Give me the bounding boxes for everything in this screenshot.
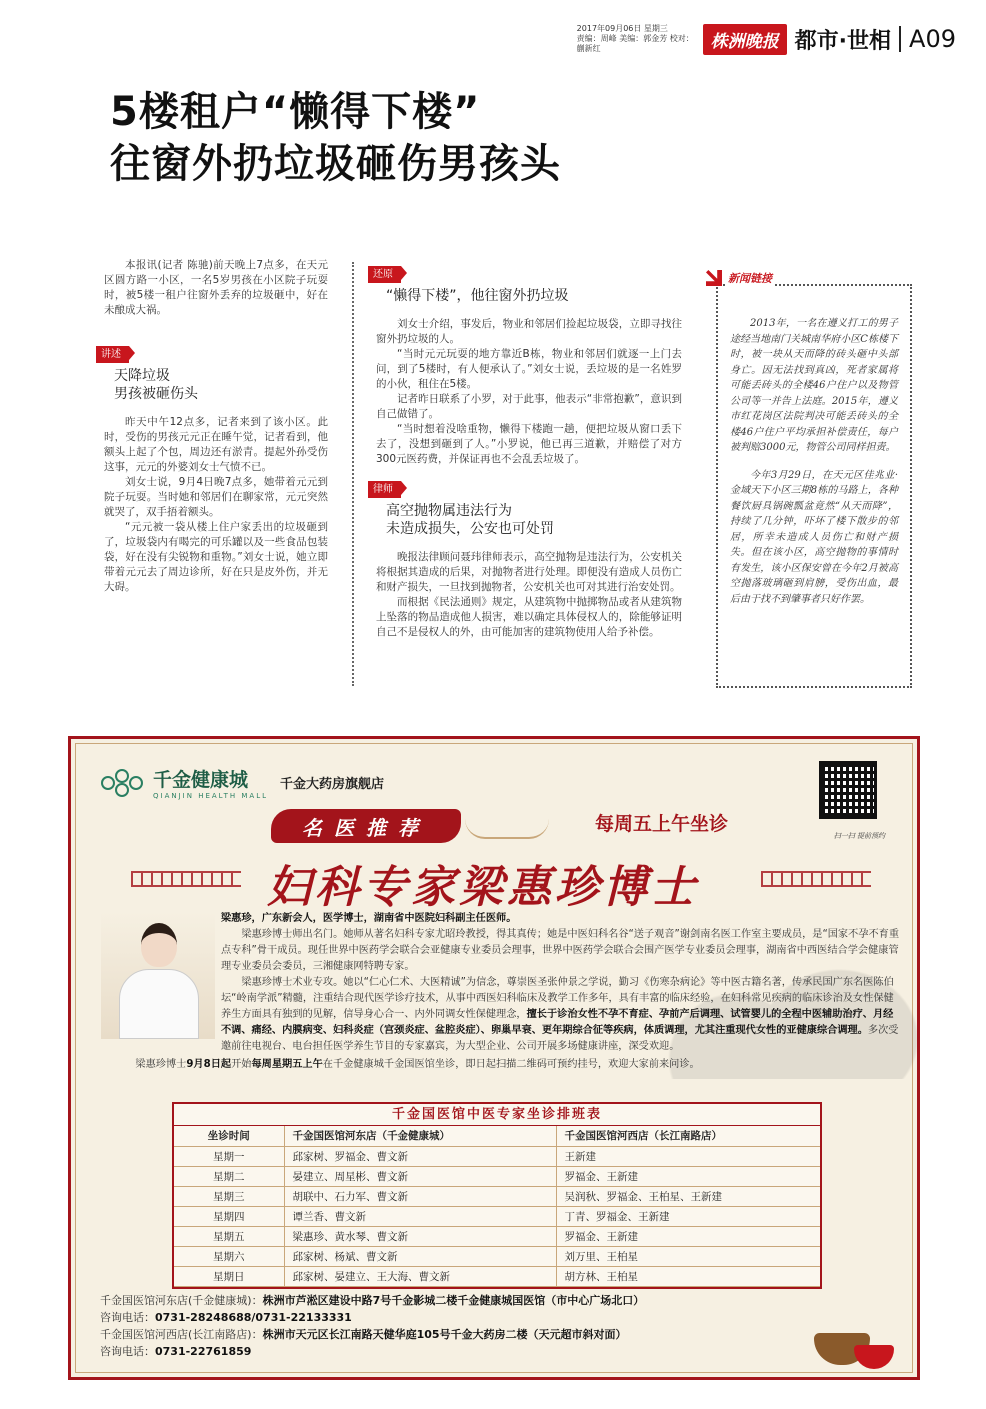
table-header: 坐诊时间 [174, 1126, 284, 1146]
address-west: 千金国医馆河西店(长江南路店)：株洲市天元区长江南路天健华庭105号千金大药房二楼（天元超市斜对面） [100, 1328, 627, 1341]
masthead-editors: 责编：周峰 美编：郭金芳 校对：蒯新红 [576, 34, 694, 53]
table-row: 星期四 谭兰香、曹文新 丁青、罗福金、王新建 [174, 1206, 820, 1226]
schedule-title: 千金国医馆中医专家坐诊排班表 [174, 1104, 820, 1126]
subhead-1-line1: 天降垃圾 [114, 368, 170, 384]
consult-notice: 梁惠珍博士9月8日起开始每周星期五上午在千金健康城千金国医馆坐诊，即日起扫描二维码可预约挂号，欢迎大家前来问诊。 [135, 1059, 700, 1070]
article-column-1 [101, 258, 328, 595]
schedule-table [172, 1102, 822, 1289]
article-paragraph: 昨天中午12点多，记者来到了该小区。此时，受伤的男孩元元正在睡午觉，记者看到，他额头上起了个包，周边还有淤青。提起外孙受伤这事，元元的外婆刘女士气愤不已。 [104, 416, 328, 473]
brand-logo [101, 765, 384, 800]
bio-lead: 梁惠珍，广东新会人，医学博士，湖南省中医院妇科副主任医师。 [221, 913, 517, 924]
article-paragraph: 而根据《民法通则》规定，从建筑物中抛掷物品或者从建筑物上坠落的物品造成他人损害，难以确定具体侵权人的，除能够证明自己不是侵权人的外，由可能加害的建筑物使用人给予补偿。 [376, 596, 682, 638]
subhead-1 [114, 367, 328, 403]
recommend-ribbon [271, 809, 461, 843]
section-tag-narrate: 讲述 [96, 346, 129, 363]
table-row: 星期六 邱家树、杨斌、曹文新 刘万里、王柏星 [174, 1246, 820, 1266]
section-tag-restore: 还原 [368, 266, 401, 283]
article-paragraph: 刘女士说，9月4日晚7点多，她带着元元到院子玩耍。当时她和邻居们在聊家常，元元突然就哭了，双手捂着额头。 [104, 476, 328, 518]
table-header-row [174, 1126, 820, 1146]
headline [110, 86, 910, 190]
schedule-slogan: 每周五上午坐诊 [595, 813, 729, 835]
phone-east: 咨询电话：0731-28248688/0731-22133331 [100, 1311, 352, 1324]
article-paragraph: “当时想着没啥重物，懒得下楼跑一趟，便把垃圾从窗口丢下去了，没想到砸到了人。”小罗说，他已再三道歉，并赔偿了对方300元医药费，并保证再也不会乱丢垃圾了。 [376, 423, 682, 465]
masthead-date: 2017年09月06日 星期三 [576, 24, 668, 33]
fret-ornament-right [761, 871, 871, 887]
brand-name: 千金健康城 [153, 769, 249, 791]
article-paragraph: 刘女士介绍，事发后，物业和邻居们捡起垃圾袋，立即寻找往窗外扔垃圾的人。 [376, 318, 682, 345]
paper-logo: 株洲晚报 [703, 24, 787, 55]
table-row: 星期五 梁惠珍、黄水琴、曹文新 罗福金、王新建 [174, 1226, 820, 1246]
address-east: 千金国医馆河东店(千金健康城)：株洲市芦淞区建设中路7号千金影城二楼千金健康城国医馆（市中心广场北口） [100, 1294, 645, 1307]
cloud-ornament [465, 819, 549, 839]
masthead-divider [899, 26, 901, 52]
bio-p2-text: 梁惠珍博士术业专攻。她以“仁心仁术、大医精诚”为信念，尊崇医圣张仲景之学说，勤习《伤寒杂病论》等中医古籍名著，传承民国广东名医陈伯坛“岭南学派”精髓，注重结合现代医学诊疗技术，从事中西医妇科临床及教学工作多年，具有丰富的临床经验，在妇科常见疾病的临床诊治及女性保健养生方面具有独到的见解，信导身心合一、内外同调女性保健理念， [221, 977, 894, 1020]
article-paragraph: 晚报法律顾问聂玮律师表示，高空抛物是违法行为，公安机关将根据其造成的后果，对抛物者进行处理。即便没有造成人员伤亡和财产损失，一旦找到抛物者，公安机关也可对其进行治安处罚。 [376, 551, 682, 593]
news-link-box [716, 284, 912, 688]
phone-east-number: 0731-28248688/0731-22133331 [155, 1311, 352, 1324]
table-row: 星期二 晏建立、周星彬、曹文新 罗福金、王新建 [174, 1166, 820, 1186]
news-link-paragraph: 2013年，一名在遵义打工的男子途经当地南门关城南华府小区C栋楼下时，被一块从天而降的砖头砸中头部身亡。因无法找到真凶，死者家属将可能丢砖头的全楼46户住户以及物管公司等一并告上法庭。2015年，遵义市红花岗区法院判决可能丢砖头的全楼46户住户平均承担补偿责任，每户被判赔3000元，物管公司同样担责。 [730, 318, 898, 453]
doctor-bio [115, 911, 901, 1073]
phone-west-number: 0731-22761859 [155, 1345, 252, 1358]
article-paragraph: 记者昨日联系了小罗，对于此事，他表示“非常抱歉”，意识到自己做错了。 [376, 393, 682, 420]
brand-icon [101, 769, 145, 797]
article-intro: 本报讯(记者 陈驰)前天晚上7点多，在天元区圆方路一小区，一名5岁男孩在小区院子玩耍时，被5楼一租户往窗外丢弃的垃圾砸中，好在未酿成大祸。 [104, 259, 328, 316]
headline-line2: 往窗外扔垃圾砸伤男孩头 [110, 141, 561, 187]
table-header: 千金国医馆河东店（千金健康城） [284, 1126, 556, 1146]
ad-title: 妇科专家梁惠珍博士 [267, 862, 699, 913]
arrow-icon [706, 270, 722, 286]
table-row: 星期三 胡联中、石力军、曹文新 吴润秋、罗福金、王柏星、王新建 [174, 1186, 820, 1206]
masthead [577, 22, 956, 56]
article-paragraph: “元元被一袋从楼上住户家丢出的垃圾砸到了，垃圾袋内有喝完的可乐罐以及一些食品包装袋，好在没有尖锐物和重物。”刘女士说，她立即带着元元去了周边诊所，好在只是皮外伤，并无大碍。 [104, 521, 328, 593]
news-link-tag [706, 270, 775, 286]
news-link-paragraph: 今年3月29日，在天元区佳兆业·金域天下小区三期8栋的马路上，各种餐饮厨具锅碗瓢盆竟然“从天而降”，持续了几分钟，吓坏了楼下散步的邻居，所幸未造成人员伤亡和财产损失。但在该小区，高空抛物的事情时有发生，该小区保安曾在今年2月被高空抛落玻璃砸到肩膀，受伤出血，最后由于找不到肇事者只好作罢。 [730, 469, 898, 605]
address-west-text: 株洲市天元区长江南路天健华庭105号千金大药房二楼（天元超市斜对面） [262, 1328, 627, 1341]
table-row: 星期一 邱家树、罗福金、曹文新 王新建 [174, 1146, 820, 1166]
section-tag-lawyer: 律师 [368, 481, 401, 498]
table-row: 星期日 邱家树、晏建立、王大海、曹文新 胡方林、王柏星 [174, 1266, 820, 1286]
masthead-meta [577, 24, 695, 54]
address-east-text: 株洲市芦淞区建设中路7号千金影城二楼千金健康城国医馆（市中心广场北口） [262, 1294, 645, 1307]
subhead-3-line1: 高空抛物属违法行为 [386, 503, 512, 519]
phone-west: 咨询电话：0731-22761859 [100, 1345, 252, 1358]
table-header: 千金国医馆河西店（长江南路店） [556, 1126, 820, 1146]
herbal-medicine-image [804, 1323, 896, 1373]
subhead-3-line2: 未造成损失，公安也可处罚 [386, 521, 554, 537]
news-link-label: 新闻链接 [725, 270, 775, 286]
bio-p2-specialty: 擅长于诊治女性不孕不育症、孕前产后调理、试管婴儿的全程中医辅助治疗、月经不调、痛经、内膜病变、妇科炎症（宫颈炎症、盆腔炎症）、卵巢早衰、更年期综合征等疾病，体质调理，尤其注重现代女性的亚健康综合调理。 [221, 1009, 894, 1036]
brand-english: QIANJIN HEALTH MALL [153, 792, 268, 800]
article-paragraph: “当时元元玩耍的地方靠近B栋，物业和邻居们就逐一上门去问，到了5楼时，有人便承认了。”刘女士说，丢垃圾的是一名姓罗的小伙，租住在5楼。 [376, 348, 682, 390]
section-name: 都市·世相 [794, 28, 892, 54]
page-number: A09 [909, 25, 956, 53]
column-divider [352, 262, 354, 686]
bio-p2-media: 多次受邀前往电视台、电台担任医学养生节目的专家嘉宾，为大型企业、公司开展多场健康讲座，深受欢迎。 [221, 1025, 899, 1052]
article-column-2 [373, 266, 682, 640]
subhead-3 [386, 502, 682, 538]
ribbon-text: 名医推荐 [302, 815, 430, 840]
bio-paragraph-2 [221, 975, 901, 1055]
schedule-grid [174, 1126, 820, 1287]
qr-code[interactable] [819, 761, 877, 819]
subhead-2: “懒得下楼”，他往窗外扔垃圾 [386, 288, 569, 304]
bio-paragraph: 梁惠珍博士师出名门。她师从著名妇科专家尤昭玲教授，得其真传；她是中医妇科名谷“送子观音”谢剑南名医工作室主要成员，是“国家不孕不育重点专科”骨干成员。现任世界中医药学会联合会亚健康专业委员会理事，世界中医药学会联合会围产医学专业委员会理事，湖南省中西医结合学会健康管理专业委员会委员，三湘健康网特聘专家。 [221, 929, 900, 972]
brand-store: 千金大药房旗舰店 [280, 777, 385, 792]
subhead-1-line2: 男孩被砸伤头 [114, 386, 198, 402]
headline-line1: 5楼租户“懒得下楼” [110, 89, 481, 135]
fret-ornament-left [131, 871, 241, 887]
qr-label: 扫一扫 提前预约 [833, 832, 885, 840]
